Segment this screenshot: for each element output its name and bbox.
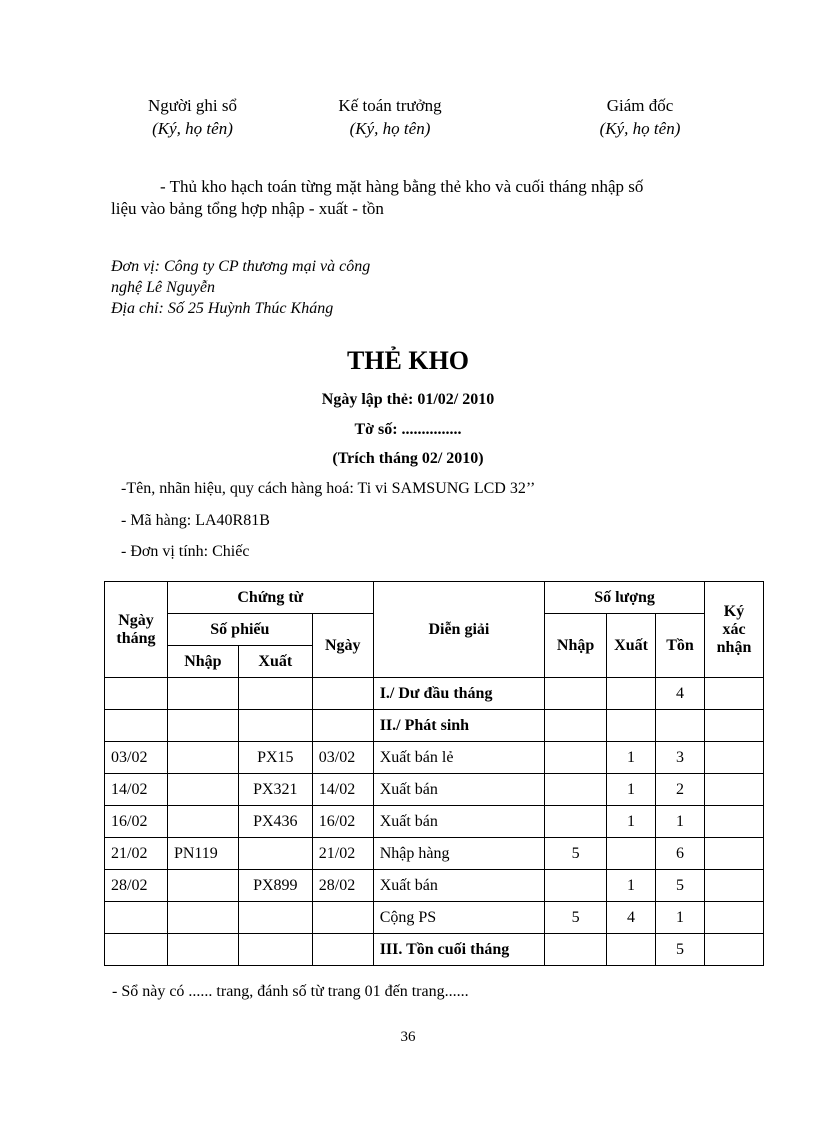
cell-qty-out	[607, 710, 656, 742]
signature-chief-accountant	[305, 94, 475, 140]
cell-voucher-in	[167, 934, 238, 966]
cell-confirm	[704, 774, 763, 806]
cell-confirm	[704, 870, 763, 902]
cell-qty-in	[545, 710, 607, 742]
cell-description: I./ Dư đầu tháng	[373, 678, 544, 710]
cell-qty-stock: 5	[656, 934, 705, 966]
table-row	[105, 902, 764, 934]
cell-qty-out: 1	[607, 806, 656, 838]
cell-description: Xuất bán	[373, 774, 544, 806]
cell-voucher-date: 21/02	[312, 838, 373, 870]
cell-qty-stock: 4	[656, 678, 705, 710]
cell-description: Nhập hàng	[373, 838, 544, 870]
table-row	[105, 838, 764, 870]
table-row	[105, 774, 764, 806]
cell-confirm	[704, 742, 763, 774]
cell-voucher-out: PX899	[238, 870, 312, 902]
cell-date-month: 28/02	[105, 870, 168, 902]
cell-date-month	[105, 934, 168, 966]
cell-qty-in: 5	[545, 902, 607, 934]
cell-voucher-date	[312, 710, 373, 742]
unit-address: Địa chỉ: Số 25 Huỳnh Thúc Kháng	[111, 300, 334, 317]
cell-qty-stock: 1	[656, 806, 705, 838]
cell-qty-stock: 5	[656, 870, 705, 902]
cell-voucher-in	[167, 678, 238, 710]
cell-voucher-out	[238, 710, 312, 742]
cell-qty-out: 4	[607, 902, 656, 934]
cell-qty-in	[545, 934, 607, 966]
header-qty-in: Nhập	[545, 614, 607, 678]
item-code-field: - Mã hàng: LA40R81B	[121, 512, 270, 529]
cell-qty-in	[545, 742, 607, 774]
stock-card-table	[104, 581, 764, 966]
cell-voucher-in	[167, 774, 238, 806]
header-voucher-number: Số phiếu	[167, 614, 312, 646]
signature-hint: (Ký, họ tên)	[152, 119, 233, 138]
cell-qty-out	[607, 838, 656, 870]
cell-voucher-in	[167, 710, 238, 742]
cell-qty-stock: 1	[656, 902, 705, 934]
header-qty-out: Xuất	[607, 614, 656, 678]
cell-confirm	[704, 678, 763, 710]
cell-voucher-date	[312, 934, 373, 966]
header-voucher-in: Nhập	[167, 646, 238, 678]
note-line-2: liệu vào bảng tổng hợp nhập - xuất - tồn	[111, 199, 384, 218]
footer-note: - Sổ này có ...... trang, đánh số từ trang 01 đến trang......	[112, 983, 469, 1000]
cell-voucher-date: 03/02	[312, 742, 373, 774]
header-voucher-date: Ngày	[312, 614, 373, 678]
cell-voucher-in	[167, 742, 238, 774]
header-description: Diễn giải	[373, 582, 544, 678]
cell-voucher-out	[238, 838, 312, 870]
cell-date-month	[105, 902, 168, 934]
cell-voucher-date: 28/02	[312, 870, 373, 902]
table-row	[105, 742, 764, 774]
cell-voucher-in	[167, 870, 238, 902]
cell-qty-stock	[656, 710, 705, 742]
cell-qty-out	[607, 934, 656, 966]
table-row	[105, 934, 764, 966]
item-name-field: -Tên, nhãn hiệu, quy cách hàng hoá: Ti vi SAMSUNG LCD 32’’	[121, 480, 536, 497]
cell-qty-out: 1	[607, 774, 656, 806]
cell-voucher-out: PX321	[238, 774, 312, 806]
unit-name-line-1: Đơn vị: Công ty CP thương mại và công	[111, 258, 371, 275]
header-voucher: Chứng từ	[167, 582, 373, 614]
cell-voucher-out	[238, 934, 312, 966]
cell-date-month: 14/02	[105, 774, 168, 806]
note-line-1: - Thủ kho hạch toán từng mặt hàng bằng thẻ kho và cuối tháng nhập số	[160, 177, 644, 196]
cell-description: Xuất bán lẻ	[373, 742, 544, 774]
cell-qty-stock: 3	[656, 742, 705, 774]
header-voucher-out: Xuất	[238, 646, 312, 678]
header-date-month: Ngày tháng	[105, 582, 168, 678]
cell-description: II./ Phát sinh	[373, 710, 544, 742]
card-extract-period: (Trích tháng 02/ 2010)	[332, 450, 484, 467]
signature-hint: (Ký, họ tên)	[599, 119, 681, 138]
cell-description: Xuất bán	[373, 870, 544, 902]
table-row	[105, 678, 764, 710]
cell-qty-in	[545, 678, 607, 710]
signature-recorder	[110, 94, 275, 140]
cell-voucher-date	[312, 678, 373, 710]
header-confirm: Ký xác nhận	[704, 582, 763, 678]
cell-qty-out: 1	[607, 870, 656, 902]
cell-voucher-in	[167, 806, 238, 838]
cell-voucher-in: PN119	[167, 838, 238, 870]
card-title: THẺ KHO	[346, 346, 470, 375]
table-row	[105, 806, 764, 838]
cell-description: Xuất bán	[373, 806, 544, 838]
signature-role: Giám đốc	[606, 96, 674, 115]
cell-description: III. Tồn cuối tháng	[373, 934, 544, 966]
header-qty-stock: Tồn	[656, 614, 705, 678]
signature-role: Người ghi sổ	[147, 96, 238, 115]
cell-qty-in	[545, 806, 607, 838]
cell-voucher-out: PX436	[238, 806, 312, 838]
cell-voucher-date: 16/02	[312, 806, 373, 838]
cell-qty-stock: 6	[656, 838, 705, 870]
cell-confirm	[704, 710, 763, 742]
cell-qty-in: 5	[545, 838, 607, 870]
cell-voucher-date: 14/02	[312, 774, 373, 806]
table-row	[105, 870, 764, 902]
unit-name-line-2: nghệ Lê Nguyễn	[111, 279, 215, 296]
cell-qty-out	[607, 678, 656, 710]
header-quantity: Số lượng	[545, 582, 705, 614]
cell-qty-in	[545, 774, 607, 806]
card-sheet-number: Tờ số: ...............	[354, 421, 462, 438]
cell-description: Cộng PS	[373, 902, 544, 934]
signature-director	[555, 94, 725, 140]
cell-confirm	[704, 806, 763, 838]
item-unit-field: - Đơn vị tính: Chiếc	[121, 543, 250, 560]
cell-confirm	[704, 934, 763, 966]
cell-date-month	[105, 678, 168, 710]
card-date: Ngày lập thẻ: 01/02/ 2010	[321, 391, 495, 408]
cell-qty-stock: 2	[656, 774, 705, 806]
cell-qty-out: 1	[607, 742, 656, 774]
cell-voucher-out: PX15	[238, 742, 312, 774]
cell-voucher-in	[167, 902, 238, 934]
cell-date-month: 16/02	[105, 806, 168, 838]
cell-confirm	[704, 838, 763, 870]
cell-confirm	[704, 902, 763, 934]
cell-voucher-date	[312, 902, 373, 934]
page-number: 36	[400, 1029, 416, 1045]
cell-voucher-out	[238, 678, 312, 710]
cell-voucher-out	[238, 902, 312, 934]
signature-hint: (Ký, họ tên)	[349, 119, 431, 138]
cell-date-month: 21/02	[105, 838, 168, 870]
table-row	[105, 710, 764, 742]
cell-date-month: 03/02	[105, 742, 168, 774]
signature-role: Kế toán trưởng	[338, 96, 442, 115]
cell-qty-in	[545, 870, 607, 902]
cell-date-month	[105, 710, 168, 742]
